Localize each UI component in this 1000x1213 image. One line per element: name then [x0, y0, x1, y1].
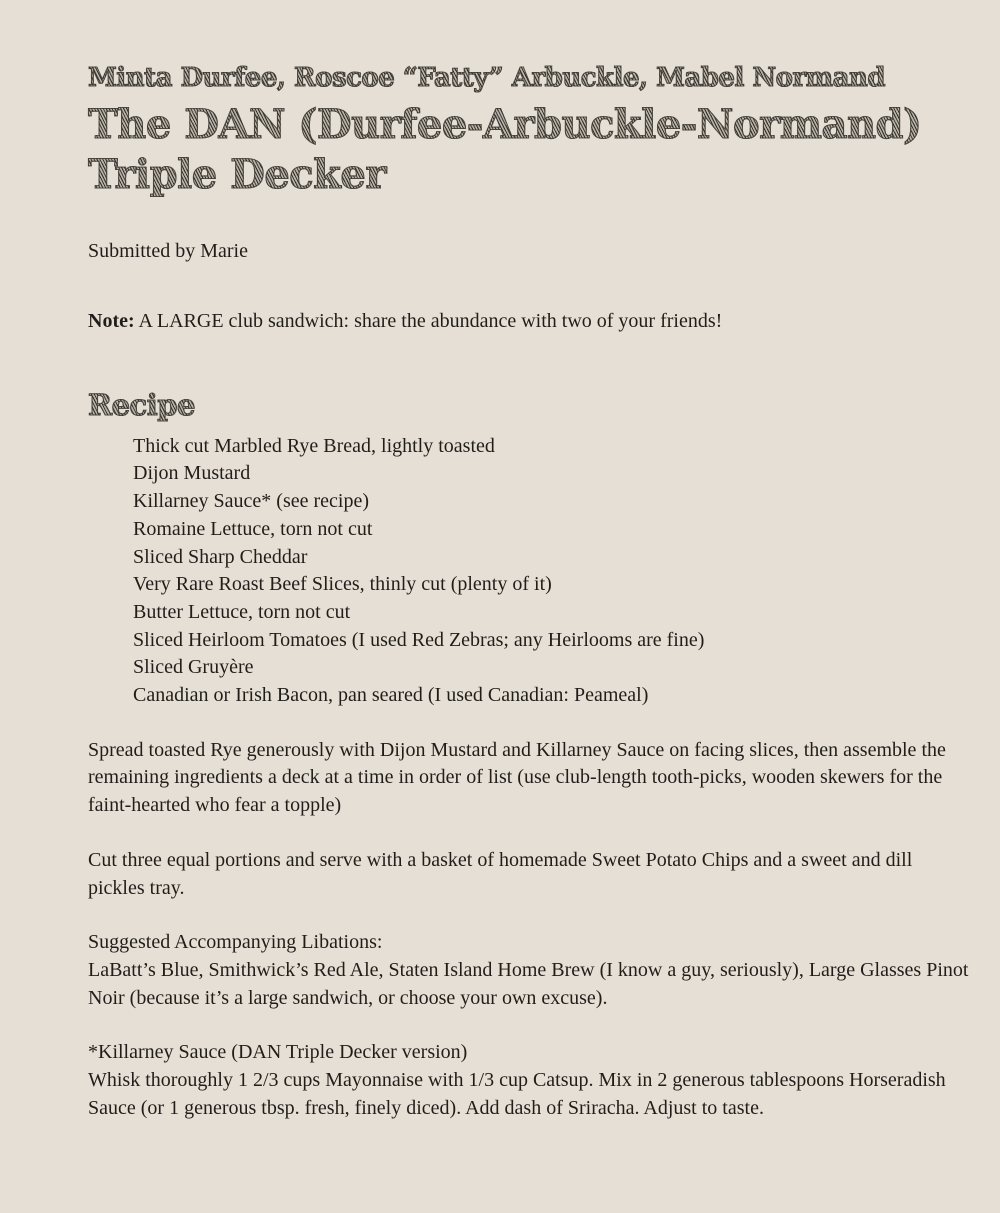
- sauce-heading: *Killarney Sauce (DAN Triple Decker version): [88, 1041, 468, 1064]
- ingredient-list: [133, 433, 970, 710]
- submitted-by: Submitted by Marie: [88, 239, 248, 262]
- ingredient-item: Butter Lettuce, torn not cut: [133, 600, 351, 623]
- ingredient-item: Thick cut Marbled Rye Bread, lightly toasted: [133, 434, 495, 457]
- ingredient-item: Sliced Sharp Cheddar: [133, 545, 308, 568]
- recipe-authors: Minta Durfee, Roscoe “Fatty” Arbuckle, Mabel Normand: [88, 64, 970, 94]
- note-label: Note:: [88, 309, 135, 332]
- ingredient-item: Very Rare Roast Beef Slices, thinly cut (plenty of it): [133, 573, 552, 596]
- ingredient-item: Dijon Mustard: [133, 462, 251, 485]
- ingredient-item: Sliced Gruyère: [133, 656, 254, 679]
- recipe-title-line1: The DAN (Durfee-Arbuckle-Normand): [88, 100, 922, 148]
- libations-block: [88, 929, 970, 1012]
- recipe-section-heading: Recipe: [88, 388, 970, 423]
- libations-heading: Suggested Accompanying Libations:: [88, 931, 383, 954]
- ingredient-item: Canadian or Irish Bacon, pan seared (I used Canadian: Peameal): [133, 684, 649, 707]
- recipe-title: [88, 100, 970, 200]
- sauce-text: Whisk thoroughly 1 2/3 cups Mayonnaise with 1/3 cup Catsup. Mix in 2 generous tablespoons Horseradish Sauce (or 1 generous tbsp. fresh, finely diced). Add dash of Sriracha. Adjust to taste.: [88, 1069, 946, 1119]
- ingredient-item: Sliced Heirloom Tomatoes (I used Red Zebras; any Heirlooms are fine): [133, 628, 705, 651]
- ingredient-item: Romaine Lettuce, torn not cut: [133, 517, 373, 540]
- assembly-instructions: Spread toasted Rye generously with Dijon Mustard and Killarney Sauce on facing slices, then assemble the remaining ingredients a deck at a time in order of list (use club-length tooth-picks, wooden skewers for the faint-hearted who fear a topple): [88, 738, 946, 817]
- recipe-title-line2: Triple Decker: [88, 150, 386, 198]
- ingredient-item: Killarney Sauce* (see recipe): [133, 490, 369, 513]
- serving-instructions: Cut three equal portions and serve with a basket of homemade Sweet Potato Chips and a sweet and dill pickles tray.: [88, 848, 913, 899]
- recipe-content: [88, 64, 970, 1122]
- killarney-sauce-block: [88, 1039, 970, 1122]
- libations-text: LaBatt’s Blue, Smithwick’s Red Ale, Staten Island Home Brew (I know a guy, seriously), Large Glasses Pinot Noir (because it’s a large sandwich, or choose your own excuse).: [88, 958, 969, 1009]
- note-text: A LARGE club sandwich: share the abundance with two of your friends!: [134, 309, 723, 332]
- recipe-note: [88, 310, 970, 333]
